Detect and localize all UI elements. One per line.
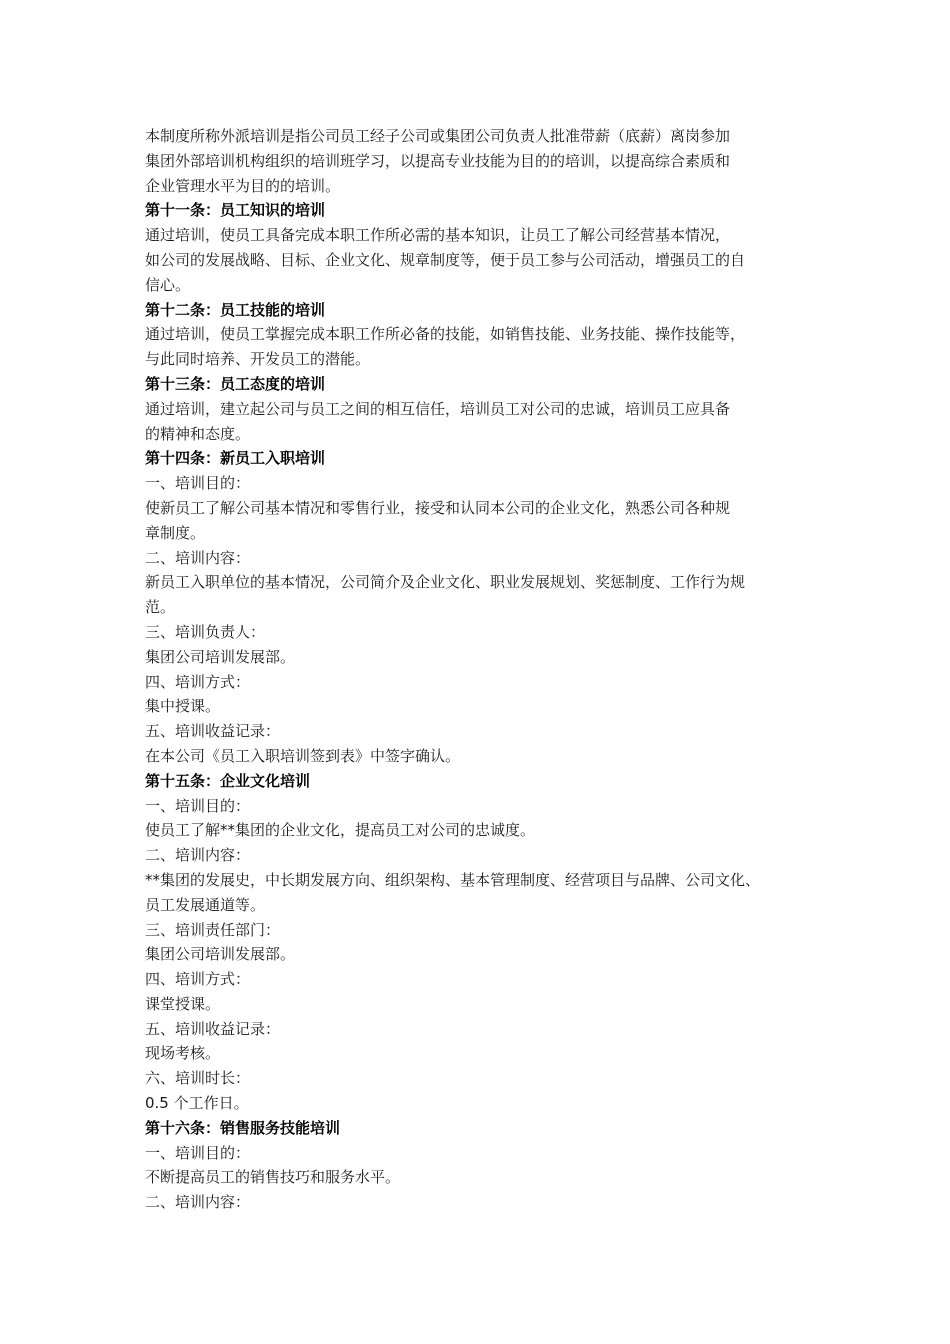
body-text-line: **集团的发展史，中长期发展方向、组织架构、基本管理制度、经营项目与品牌、公司文化、 — [145, 870, 761, 889]
body-text-line: 信心。 — [145, 275, 191, 294]
body-text-line: 通过培训，使员工具备完成本职工作所必需的基本知识，让员工了解公司经营基本情况， — [145, 226, 731, 245]
body-text-line: 使员工了解**集团的企业文化，提高员工对公司的忠诚度。 — [145, 821, 536, 840]
body-text-line: 如公司的发展战略、目标、企业文化、规章制度等，便于员工参与公司活动，增强员工的自 — [145, 250, 746, 269]
body-text-line: 一、培训目的： — [145, 796, 251, 815]
body-text-line: 通过培训，使员工掌握完成本职工作所必备的技能，如销售技能、业务技能、操作技能等， — [145, 325, 746, 344]
body-text-line: 集团外部培训机构组织的培训班学习，以提高专业技能为目的的培训，以提高综合素质和 — [145, 151, 731, 170]
body-text-line: 三、培训负责人： — [145, 622, 266, 641]
body-text-line: 范。 — [145, 598, 176, 617]
body-text-line: 企业管理水平为目的的培训。 — [145, 176, 341, 195]
body-text-line: 二、培训内容： — [145, 548, 251, 567]
body-text-line: 的精神和态度。 — [145, 424, 251, 443]
body-text-line: 章制度。 — [145, 523, 206, 542]
body-text-line: 与此同时培养、开发员工的潜能。 — [145, 350, 371, 369]
body-text-line: 新员工入职单位的基本情况，公司简介及企业文化、职业发展规划、奖惩制度、工作行为规 — [145, 573, 746, 592]
body-text-line: 集团公司培训发展部。 — [145, 945, 296, 964]
body-text-line: 现场考核。 — [145, 1044, 221, 1063]
body-text-line: 集中授课。 — [145, 697, 221, 716]
body-text-line: 四、培训方式： — [145, 970, 251, 989]
body-text-line: 三、培训责任部门： — [145, 920, 281, 939]
body-text-line: 集团公司培训发展部。 — [145, 647, 296, 666]
body-text-line: 二、培训内容： — [145, 846, 251, 865]
section-heading: 第十二条：员工技能的培训 — [145, 300, 326, 319]
section-heading: 第十五条：企业文化培训 — [145, 771, 311, 790]
body-text-line: 六、培训时长： — [145, 1069, 251, 1088]
body-text-line: 一、培训目的： — [145, 474, 251, 493]
body-text-line: 课堂授课。 — [145, 994, 221, 1013]
body-text-line: 四、培训方式： — [145, 672, 251, 691]
body-text-line: 在本公司《员工入职培训签到表》中签字确认。 — [145, 746, 461, 765]
body-text-line: 使新员工了解公司基本情况和零售行业，接受和认同本公司的企业文化，熟悉公司各种规 — [145, 498, 731, 517]
body-text-line: 本制度所称外派培训是指公司员工经子公司或集团公司负责人批准带薪（底薪）离岗参加 — [145, 127, 731, 145]
body-text-line: 不断提高员工的销售技巧和服务水平。 — [145, 1168, 401, 1187]
body-text-line: 一、培训目的： — [145, 1143, 251, 1162]
section-heading: 第十四条：新员工入职培训 — [145, 449, 326, 468]
body-text-line: 二、培训内容： — [145, 1193, 251, 1212]
body-text-line: 员工发展通道等。 — [145, 895, 266, 914]
section-heading: 第十六条：销售服务技能培训 — [145, 1118, 341, 1137]
section-heading: 第十三条：员工态度的培训 — [145, 374, 326, 393]
section-heading: 第十一条：员工知识的培训 — [145, 201, 326, 220]
body-text-line: 0.5 个工作日。 — [145, 1094, 249, 1113]
document-body — [145, 124, 810, 1215]
body-text-line: 五、培训收益记录： — [145, 722, 281, 741]
body-text-line: 五、培训收益记录： — [145, 1019, 281, 1038]
body-text-line: 通过培训，建立起公司与员工之间的相互信任，培训员工对公司的忠诚，培训员工应具备 — [145, 399, 731, 418]
